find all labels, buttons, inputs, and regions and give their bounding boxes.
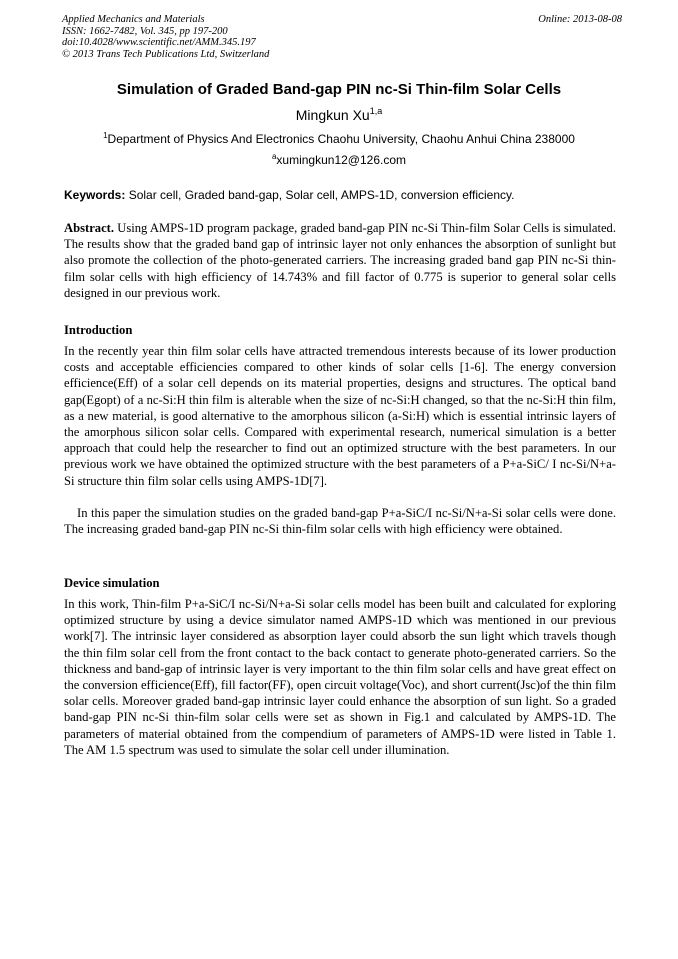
keywords bbox=[64, 187, 616, 203]
affiliation: Department of Physics And Electronics Chaohu University, Chaohu Anhui China 238000 bbox=[107, 132, 575, 146]
email-line bbox=[62, 152, 616, 168]
keywords-text: Solar cell, Graded band-gap, Solar cell, AMPS-1D, conversion efficiency. bbox=[125, 188, 515, 202]
affiliation-superscript: 1 bbox=[103, 131, 108, 140]
introduction-paragraph-1: In the recently year thin film solar cells have attracted tremendous interests because of its lower production costs and acceptable efficiencies compared to other kinds of solar cells [1-6]. The energy conversion efficience(Eff) of a solar cell depends on its material properties, designs and structures. The optical band gap(Egopt) of a nc-Si:H thin film is alterable when the size of nc-Si:H changed, so that the nc-Si:H thin film, as a new material, is good alternative to the amorphous silicon (a-Si:H) which is essential intrinsic layers of the amorphous silicon solar cells. Compared with experimental research, numerical simulation is a better approach that could help the researcher to find out an optimized structure with the best parameters. In our previous work we have obtained the optimized structure with the best parameters of a P+a-SiC/ I nc-Si/N+a-Si structure thin film solar cells using AMPS-1D[7]. bbox=[64, 344, 616, 488]
introduction-paragraph-2: In this paper the simulation studies on the graded band-gap P+a-SiC/I nc-Si/N+a-Si solar cells were done. The increasing graded band-gap PIN nc-Si thin-film solar cells with high efficiency were obtained. bbox=[64, 506, 616, 537]
journal-copyright: © 2013 Trans Tech Publications Ltd, Switzerland bbox=[62, 48, 270, 60]
author-name: Mingkun Xu bbox=[295, 107, 370, 123]
paper-title: Simulation of Graded Band-gap PIN nc-Si Thin-film Solar Cells bbox=[116, 81, 562, 98]
affiliation-line bbox=[62, 131, 616, 147]
author-superscript: 1,a bbox=[369, 106, 383, 116]
journal-doi: doi:10.4028/www.scientific.net/AMM.345.197 bbox=[62, 37, 256, 48]
author-email: xumingkun12@126.com bbox=[276, 153, 407, 167]
abstract bbox=[64, 220, 616, 301]
introduction-heading: Introduction bbox=[64, 323, 133, 337]
author-line bbox=[62, 106, 616, 124]
email-superscript: a bbox=[271, 152, 277, 161]
journal-issn: ISSN: 1662-7482, Vol. 345, pp 197-200 bbox=[62, 25, 228, 37]
journal-name: Applied Mechanics and Materials bbox=[62, 14, 205, 25]
online-date: Online: 2013-08-08 bbox=[538, 14, 622, 25]
abstract-text: Using AMPS-1D program package, graded band-gap PIN nc-Si Thin-film Solar Cells is simulated. The results show that the graded band gap of intrinsic layer not only enhances the absorption of sunlight but also promote the collection of the photo-generated carriers. The increasing graded band gap PIN nc-Si thin-film solar cells with high efficiency of 14.743% and fill factor of 0.775 is superior to general solar cells designed in our previous work. bbox=[64, 221, 616, 300]
journal-header bbox=[62, 14, 622, 60]
abstract-label: Abstract. bbox=[64, 221, 115, 235]
device-simulation-heading: Device simulation bbox=[64, 576, 160, 590]
device-simulation-paragraph-1: In this work, Thin-film P+a-SiC/I nc-Si/N+a-Si solar cells model has been built and calculated for exploring optimized structure by using a device simulator named AMPS-1D which was mentioned in our previous work[7]. The intrinsic layer considered as absorption layer could absorb the sun light which travels though the thin film solar cell from the front contact to the back contact to generate photo-generated carriers. So the thickness and band-gap of intrinsic layer is very important to the thin film solar cells and have great effect on the conversion efficience(Eff), fill factor(FF), open circuit voltage(Voc), and short current(Jsc)of the thin film solar cells. Moreover graded band-gap intrinsic layer could enhance the absorption of sun light. So a graded band-gap PIN nc-Si thin-film solar cells were set as shown in Fig.1 and calculated by AMPS-1D. The parameters of material obtained from the compendium of parameters of AMPS-1D were listed in Table 1. The AM 1.5 spectrum was used to simulate the solar cell under illumination. bbox=[64, 597, 616, 757]
keywords-label: Keywords: bbox=[64, 188, 126, 202]
